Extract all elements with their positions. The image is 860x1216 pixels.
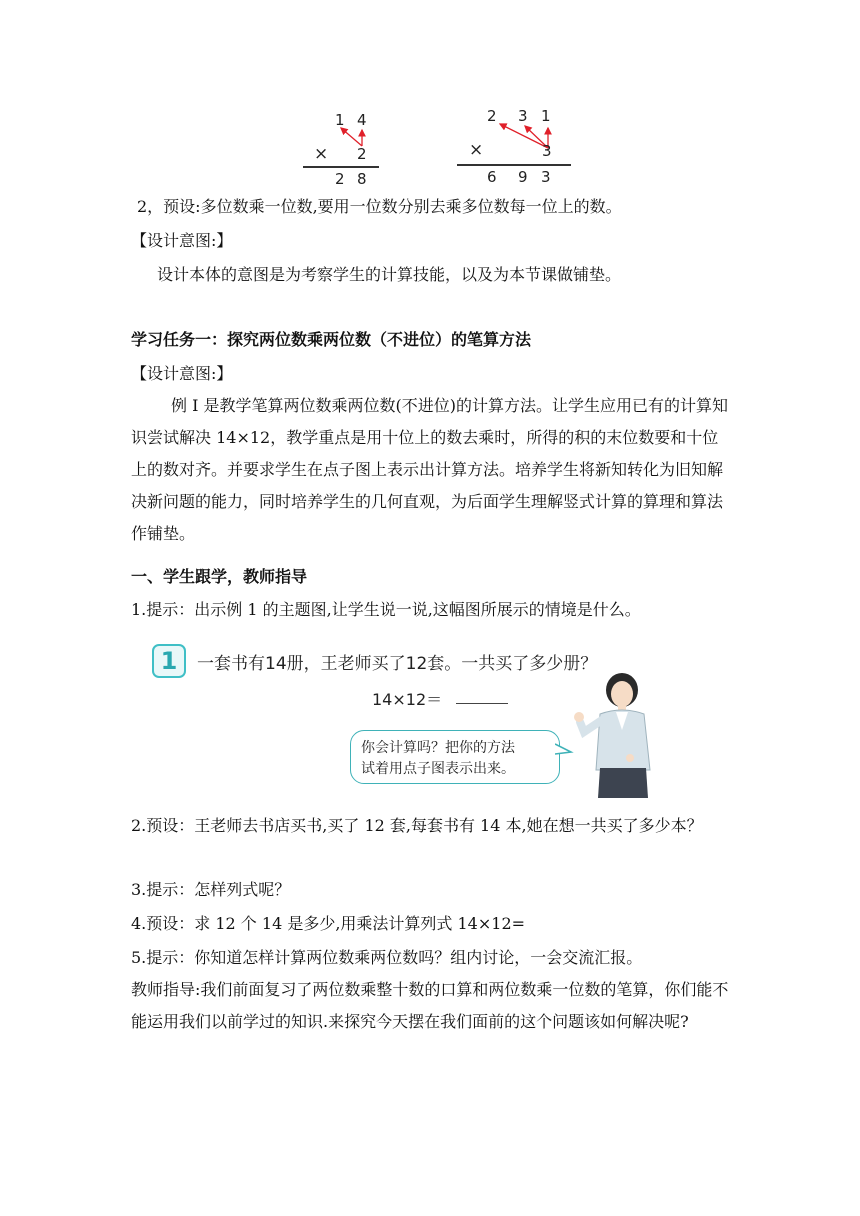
text-line: 【设计意图:】 bbox=[131, 364, 233, 383]
paragraph: 2.预设：王老师去书店买书,买了 12 套,每套书有 14 本,她在想一共买了多少本？ bbox=[131, 816, 703, 835]
text-line: 设计本体的意图是为考察学生的计算技能，以及为本节课做铺垫。 bbox=[157, 265, 622, 284]
calc-left-result-digit: 8 bbox=[357, 170, 367, 188]
section-heading: 一、学生跟学，教师指导 bbox=[131, 567, 308, 586]
answer-blank bbox=[456, 703, 508, 704]
calc-left bbox=[300, 108, 390, 188]
text-line: 2，预设:多位数乘一位数,要用一位数分别去乘多位数每一位上的数。 bbox=[137, 197, 622, 216]
calc-right-rule bbox=[457, 164, 571, 166]
example-number: 1 bbox=[160, 647, 178, 675]
calc-right-result-digit: 3 bbox=[541, 168, 551, 186]
bubble-text: 你会计算吗？把你的方法 bbox=[361, 740, 515, 756]
calc-left-top-digit: 1 bbox=[335, 111, 345, 129]
paragraph: 教师指导:我们前面复习了两位数乘整十数的口算和两位数乘一位数的笔算，你们能不能运用我们以前学过的知识.来探究今天摆在我们面前的这个问题该如何解决呢? bbox=[131, 980, 729, 1031]
teacher-illustration bbox=[570, 670, 660, 800]
text-line: 5.提示：你知道怎样计算两位数乘两位数吗？组内讨论，一会交流汇报。 bbox=[131, 948, 643, 967]
bubble-text: 试着用点子图表示出来。 bbox=[361, 761, 515, 777]
example-problem: 一套书有14册，王老师买了12套。一共买了多少册？ bbox=[197, 654, 598, 674]
speech-bubble bbox=[350, 730, 560, 784]
calc-left-result-digit: 2 bbox=[335, 170, 345, 188]
text-line: 【设计意图:】 bbox=[131, 231, 233, 250]
calc-right-top-digit: 3 bbox=[518, 107, 528, 125]
example-number-badge bbox=[152, 644, 186, 678]
calc-left-rule bbox=[303, 166, 379, 168]
section-heading: 学习任务一：探究两位数乘两位数（不进位）的笔算方法 bbox=[131, 330, 532, 349]
calc-left-multiplier: 2 bbox=[357, 145, 367, 163]
times-sign: × bbox=[314, 144, 329, 164]
text-line: 4.预设：求 12 个 14 是多少,用乘法计算列式 14×12= bbox=[131, 914, 526, 933]
text-line: 3.提示：怎样列式呢？ bbox=[131, 880, 291, 899]
paragraph: 例 I 是教学笔算两位数乘两位数(不进位)的计算方法。让学生应用已有的计算知识尝试解决 14×12，教学重点是用十位上的数去乘时，所得的积的末位数要和十位上的数对齐。并要求学生在点子图上表示出计算方法。培养学生将新知转化为旧知解决新问题的能力，同时培养学生的几何直观，为后面学生理解竖式计算的算理和算法作铺垫。 bbox=[131, 396, 728, 543]
calc-right-result-digit: 6 bbox=[487, 168, 497, 186]
text-line: 1.提示：出示例 1 的主题图,让学生说一说,这幅图所展示的情境是什么。 bbox=[131, 600, 641, 619]
calc-left-top-digit: 4 bbox=[357, 111, 367, 129]
example-equation: 14×12＝ bbox=[372, 690, 443, 709]
calc-right bbox=[455, 104, 580, 188]
times-sign: × bbox=[469, 140, 484, 160]
calc-right-result-digit: 9 bbox=[518, 168, 528, 186]
calc-right-multiplier: 3 bbox=[542, 142, 552, 160]
calc-right-top-digit: 1 bbox=[541, 107, 551, 125]
example-illustration bbox=[150, 640, 660, 800]
calc-right-top-digit: 2 bbox=[487, 107, 497, 125]
